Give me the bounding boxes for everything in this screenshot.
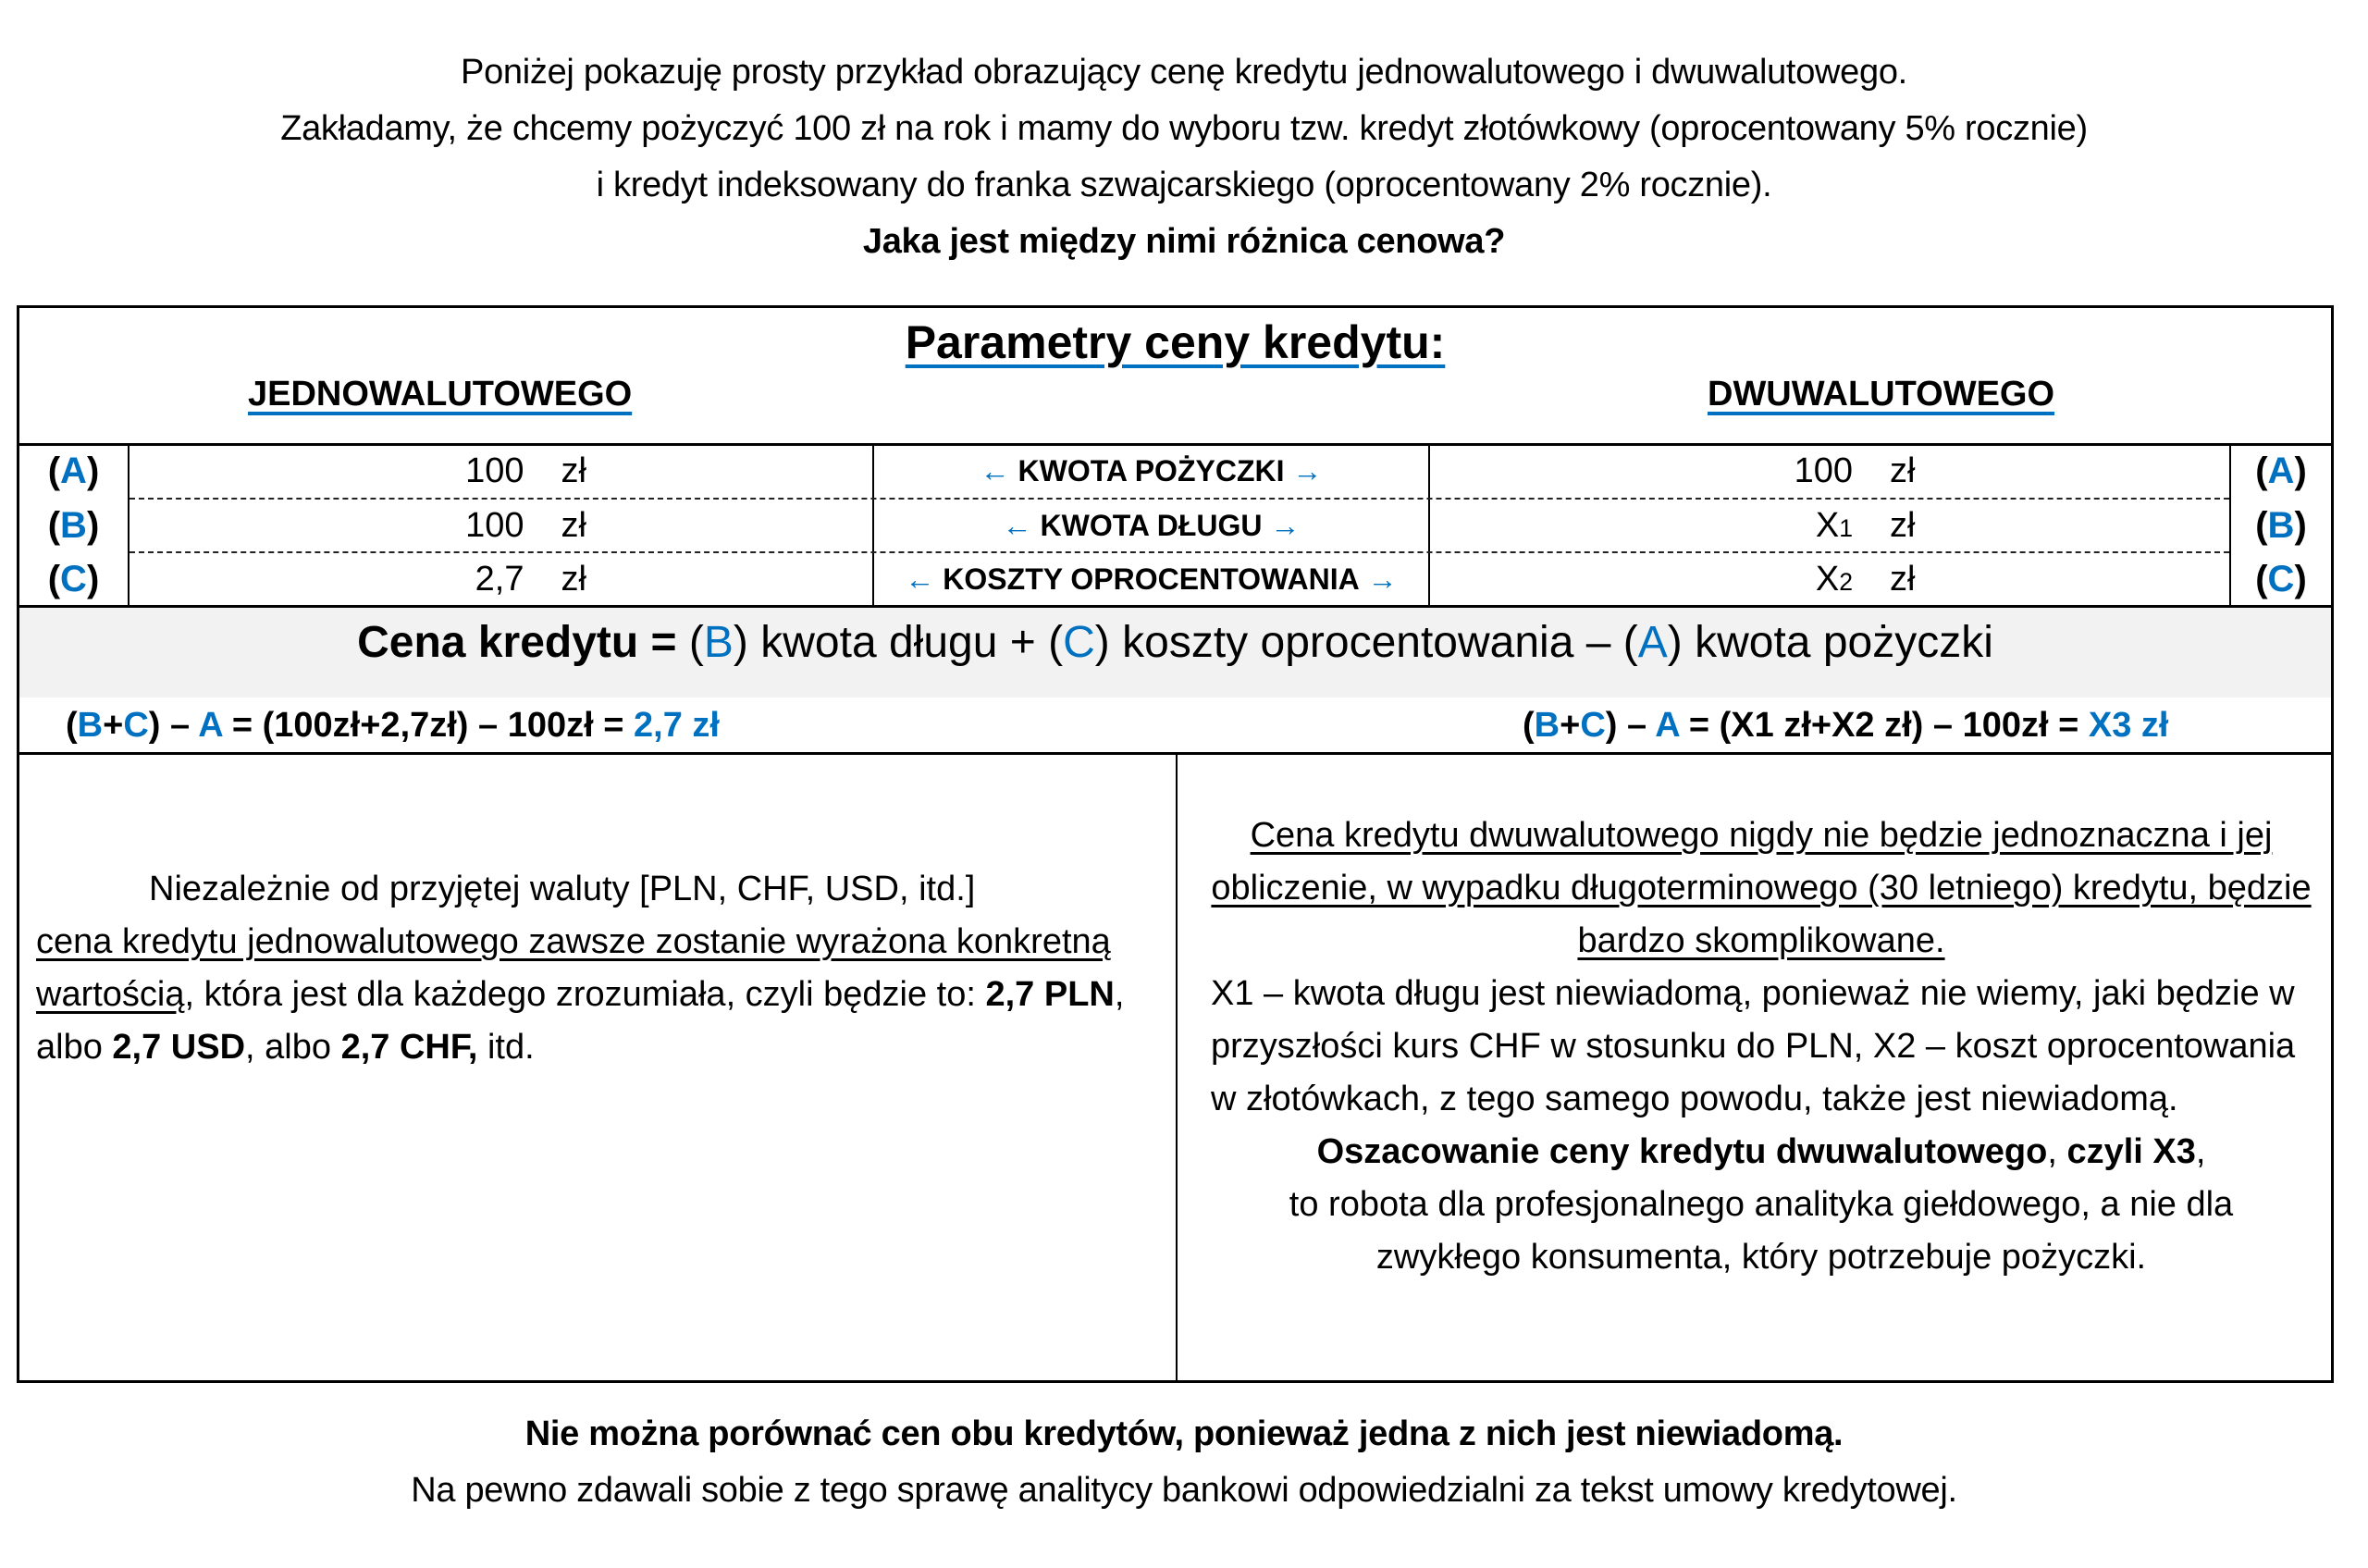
calc-left: (B+C) – A = (100zł+2,7zł) – 100zł = 2,7 zł bbox=[66, 706, 720, 745]
row-label-b: ( B ) bbox=[47, 504, 100, 546]
intro-line-3: i kredyt indeksowany do franka szwajcarskiego (oprocentowany 2% rocznie). bbox=[596, 166, 1772, 204]
intro-text bbox=[0, 44, 2368, 270]
comparison-table bbox=[17, 305, 2334, 1383]
right-value-b: X1 zł bbox=[1815, 505, 1916, 545]
calc-right: (B+C) – A = (X1 zł+X2 zł) – 100zł = X3 zł bbox=[1523, 706, 2169, 745]
row-label-a-right: ( A ) bbox=[2255, 451, 2307, 491]
right-column-header: DWUWALUTOWEGO bbox=[1708, 375, 2055, 414]
row-label-b-right: ( B ) bbox=[2255, 504, 2307, 546]
param-label-b: ← KWOTA DŁUGU → bbox=[1002, 508, 1301, 542]
intro-question: Jaka jest między nimi różnica cenowa? bbox=[862, 222, 1506, 261]
right-note-conclusion: Oszacowanie ceny kredytu dwuwalutowego, czyli X3, to robota dla profesjonalnego analityka giełdowego, a nie dla zwykłego konsumenta, który potrzebuje pożyczki. bbox=[1289, 1132, 2234, 1277]
right-value-c: X2 zł bbox=[1815, 559, 1916, 599]
right-note-heading: Cena kredytu dwuwalutowego nigdy nie będzie jednoznaczna i jej obliczenie, w wypadku długoterminowego (30 letniego) kredytu, będzie bardzo skomplikowane. bbox=[1211, 816, 2312, 960]
intro-line-1: Poniżej pokazuję prosty przykład obrazujący cenę kredytu jednowalutowego i dwuwalutowego. bbox=[461, 53, 1907, 92]
left-value-c: 2,7 zł bbox=[475, 559, 586, 599]
arrow-left-icon: ← bbox=[1002, 508, 1032, 542]
right-note bbox=[1192, 809, 2330, 1284]
left-value-b: 100 zł bbox=[465, 505, 586, 545]
conclusion-bold: Nie można porównać cen obu kredytów, ponieważ jedna z nich jest niewiadomą. bbox=[524, 1414, 1844, 1453]
right-note-body: X1 – kwota długu jest niewiadomą, ponieważ nie wiemy, jaki będzie w przyszłości kurs CHF w stosunku do PLN, X2 – koszt oprocentowania w złotówkach, z tego samego powodu, także jest niewiadomą. bbox=[1211, 974, 2296, 1118]
conclusion-normal: Na pewno zdawali sobie z tego sprawę analitycy bankowi odpowiedzialni za tekst umowy kredytowej. bbox=[411, 1471, 1957, 1510]
param-label-a: ← KWOTA POŻYCZKI → bbox=[980, 454, 1323, 488]
notes-divider bbox=[1176, 754, 1178, 1383]
table-title: Parametry ceny kredytu: bbox=[905, 316, 1446, 368]
arrow-right-icon: → bbox=[1367, 562, 1398, 596]
left-note: Niezależnie od przyjętej waluty [PLN, CHF, USD, itd.] cena kredytu jednowalutowego zawsze zostanie wyrażona konkretną wartością, która jest dla każdego zrozumiała, czyli będzie to: 2,7 PLN, albo 2,7 USD, albo 2,7 CHF, itd. bbox=[36, 870, 1125, 1067]
arrow-right-icon: → bbox=[1292, 454, 1323, 488]
arrow-left-icon: ← bbox=[905, 562, 935, 596]
row-label-a: ( A ) bbox=[47, 451, 100, 491]
row-label-c: ( C ) bbox=[47, 558, 100, 599]
param-label-c: ← KOSZTY OPROCENTOWANIA → bbox=[905, 562, 1398, 596]
right-value-a: 100 zł bbox=[1794, 451, 1916, 490]
row-label-c-right: ( C ) bbox=[2255, 558, 2307, 599]
price-formula: Cena kredytu = (B) kwota długu + (C) koszty oprocentowania – (A) kwota pożyczki bbox=[357, 618, 1993, 667]
arrow-right-icon: → bbox=[1270, 508, 1301, 542]
conclusion bbox=[0, 1406, 2368, 1519]
arrow-left-icon: ← bbox=[980, 454, 1010, 488]
left-value-a: 100 zł bbox=[465, 451, 586, 490]
intro-line-2: Zakładamy, że chcemy pożyczyć 100 zł na rok i mamy do wyboru tzw. kredyt złotówkowy (oprocentowany 5% rocznie) bbox=[280, 109, 2088, 148]
left-column-header: JEDNOWALUTOWEGO bbox=[248, 375, 633, 414]
